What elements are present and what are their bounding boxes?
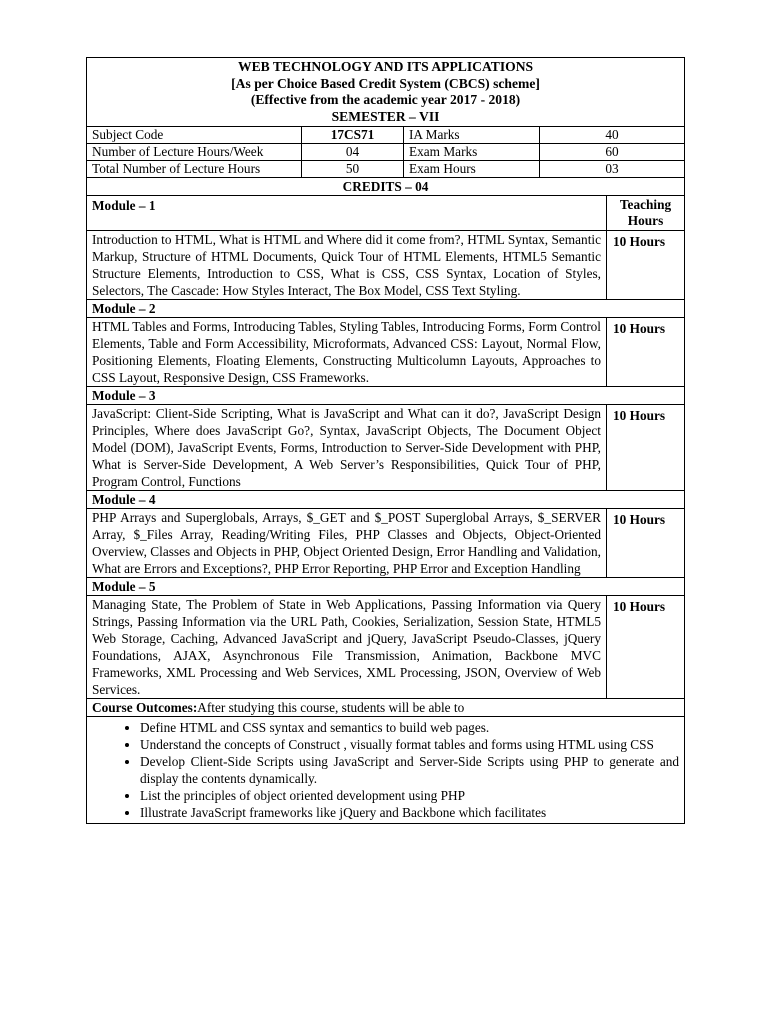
course-header: [87, 58, 685, 127]
module-content: JavaScript: Client-Side Scripting, What is JavaScript and What can it do?, JavaScript Design Principles, Where does JavaScript Go?, Syntax, JavaScript Objects, The Document Object Model (DOM), JavaScript Events, Forms, Introduction to Server-Side Development with PHP, What is Server-Side Development, A Web Server’s Responsibilities, Quick Tour of PHP, Program Control, Functions: [87, 405, 607, 491]
info-row: [87, 144, 685, 161]
info-label: Number of Lecture Hours/Week: [87, 144, 302, 161]
course-title: WEB TECHNOLOGY AND ITS APPLICATIONS: [237, 59, 534, 74]
info-row: [87, 161, 685, 178]
module-hours: 10 Hours: [607, 318, 685, 387]
module-title-row: [87, 578, 685, 596]
syllabus-page: [86, 57, 684, 824]
course-outcomes-header-row: [87, 699, 685, 717]
module-content-row: [87, 509, 685, 578]
info-value: 17CS71: [302, 127, 404, 144]
credits-row: [87, 178, 685, 196]
module-content: Introduction to HTML, What is HTML and Where did it come from?, HTML Syntax, Semantic Markup, Structure of HTML Documents, Quick Tour of HTML Elements, HTML5 Semantic Structure Elements, Introduction to CSS, What is CSS, CSS Syntax, Location of Styles, Selectors, The Cascade: How Styles Interact, The Box Model, CSS Text Styling.: [87, 231, 607, 300]
module-title: Module – 5: [87, 578, 685, 596]
semester: SEMESTER – VII: [331, 108, 440, 124]
module-content-row: [87, 318, 685, 387]
module-hours: 10 Hours: [607, 509, 685, 578]
course-outcomes-list: [92, 719, 679, 821]
module-content-row: [87, 231, 685, 300]
course-outcomes-header: [87, 699, 685, 717]
info-value-2: 03: [540, 161, 685, 178]
info-value-2: 60: [540, 144, 685, 161]
course-outcomes-intro: After studying this course, students will be able to: [197, 700, 465, 715]
module-hours: 10 Hours: [607, 231, 685, 300]
module-content-row: [87, 596, 685, 699]
course-outcome-item: • Illustrate JavaScript frameworks like jQuery and Backbone which facilitates: [140, 804, 679, 821]
course-outcome-item: • Define HTML and CSS syntax and semantics to build web pages.: [140, 719, 679, 736]
module-title-row: [87, 491, 685, 509]
course-header-row: [87, 58, 685, 127]
module-content: PHP Arrays and Superglobals, Arrays, $_GET and $_POST Superglobal Arrays, $_SERVER Array, $_Files Array, Reading/Writing Files, PHP Classes and Objects, Object-Oriented Overview, Classes and Objects in PHP, Object Oriented Design, Error Handling and Validation, What are Errors and Exceptions?, PHP Error Reporting, PHP Error and Exception Handling: [87, 509, 607, 578]
info-value: 04: [302, 144, 404, 161]
module-title: Module – 1: [87, 196, 607, 231]
info-label-2: Exam Marks: [404, 144, 540, 161]
module-content-row: [87, 405, 685, 491]
course-outcomes-row: [87, 717, 685, 824]
course-outcome-item: • Develop Client-Side Scripts using JavaScript and Server-Side Scripts using PHP to generate and display the contents dynamically.: [140, 753, 679, 787]
info-row: [87, 127, 685, 144]
info-label-2: IA Marks: [404, 127, 540, 144]
module-hours: 10 Hours: [607, 405, 685, 491]
module-title: Module – 3: [87, 387, 685, 405]
info-label: Total Number of Lecture Hours: [87, 161, 302, 178]
course-outcome-item: • List the principles of object oriented development using PHP: [140, 787, 679, 804]
teaching-hours-header: Teaching Hours: [607, 196, 685, 231]
course-outcome-item: • Understand the concepts of Construct , visually format tables and forms using HTML using CSS: [140, 736, 679, 753]
info-value-2: 40: [540, 127, 685, 144]
module-title: Module – 2: [87, 300, 685, 318]
module-content: HTML Tables and Forms, Introducing Tables, Styling Tables, Introducing Forms, Form Control Elements, Table and Form Accessibility, Microformats, Advanced CSS: Layout, Normal Flow, Positioning Elements, Floating Elements, Constructing Multicolumn Layouts, Approaches to CSS Layout, Responsive Design, CSS Frameworks.: [87, 318, 607, 387]
info-label: Subject Code: [87, 127, 302, 144]
module-content: Managing State, The Problem of State in Web Applications, Passing Information via Query Strings, Passing Information via the URL Path, Cookies, Serialization, Session State, HTML5 Web Storage, Caching, Advanced JavaScript and jQuery, JavaScript Pseudo-Classes, jQuery Foundations, AJAX, Asynchronous File Transmission, Animation, Backbone MVC Frameworks, XML Processing and Web Services, XML Processing, JSON, Overview of Web Services.: [87, 596, 607, 699]
module-hours: 10 Hours: [607, 596, 685, 699]
syllabus-table: [86, 57, 685, 824]
info-label-2: Exam Hours: [404, 161, 540, 178]
course-outcomes-list-cell: [87, 717, 685, 824]
module-title-row: [87, 387, 685, 405]
cbcs-scheme: [As per Choice Based Credit System (CBCS) scheme]: [231, 75, 540, 91]
module-title: Module – 4: [87, 491, 685, 509]
credits: CREDITS – 04: [87, 178, 685, 196]
module-title-row: [87, 300, 685, 318]
course-outcomes-label: Course Outcomes:: [92, 700, 198, 715]
effective-year: (Effective from the academic year 2017 - 2018): [250, 92, 521, 107]
module-title-row: [87, 196, 685, 231]
info-value: 50: [302, 161, 404, 178]
